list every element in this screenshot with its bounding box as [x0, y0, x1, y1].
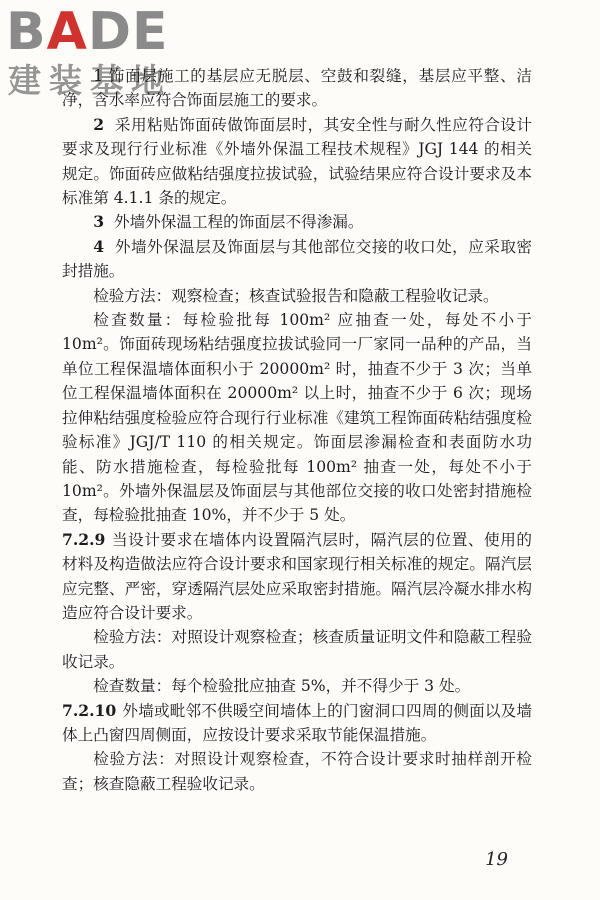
clause-7-2-10-method: 检验方法：对照设计观察检查，不符合设计要求时抽样剖开检查；核查隐蔽工程验收记录。 [62, 750, 532, 793]
clause-7-2-10: 7.2.10 外墙或毗邻不供暖空间墙体上的门窗洞口四周的侧面以及墙体上凸窗四周侧面，应按设计要求采取节能保温措施。 [62, 700, 532, 744]
clause-7-2-9-method: 检验方法：对照设计观察检查；核查质量证明文件和隐蔽工程验收记录。 [62, 628, 532, 671]
page-number: 19 [485, 849, 508, 870]
paragraph-item-2: 2 采用粘贴饰面砖做饰面层时，其安全性与耐久性应符合设计要求及现行行业标准《外墙外保温工程技术规程》JGJ 144 的相关规定。饰面砖应做粘结强度拉拔试验，试验结果应符合设计要求及本标准第 4.1.1 条的规定。 [62, 114, 532, 208]
paragraph-item-1: 1 饰面层施工的基层应无脱层、空鼓和裂缝，基层应平整、洁净，含水率应符合饰面层施工的要求。 [62, 67, 532, 110]
clause-7-2-9-quantity: 检查数量：每个检验批应抽查 5%，并不得少于 3 处。 [93, 677, 471, 696]
paragraph-item-3: 3 外墙外保温工程的饰面层不得渗漏。 [93, 212, 364, 232]
clause-7-2-9: 7.2.9 当设计要求在墙体内设置隔汽层时，隔汽层的位置、使用的材料及构造做法应符合设计要求和国家现行相关标准的规定。隔汽层应完整、严密，穿透隔汽层处应采取密封措施。隔汽层冷凝水排水构造应符合设计要求。 [62, 529, 532, 622]
logo-wordmark: BADE [6, 2, 169, 62]
body-text [62, 64, 532, 796]
inspection-quantity: 检查数量：每检验批每 100m² 应抽查一处，每处不小于 10m²。饰面砖现场粘结强度拉拔试验同一厂家同一品种的产品，当单位工程保温墙体面积小于 20000m² 时，抽查不少于 3 次；当单位工程保温墙体面积在 20000m² 以上时，抽查不少于 6 次；现场拉伸粘结强度检验应符合现行行业标准《建筑工程饰面砖粘结强度检验标准》JGJ/T 110 的相关规定。饰面层渗漏检查和表面防水功能、防水措施检查，每检验批每 100m² 抽查一处，每处不小于 10m²。外墙外保温层及饰面层与其他部位交接的收口处密封措施检查，每检验批抽查 10%，并不少于 5 处。 [62, 311, 532, 525]
logo-subtitle: 建装基地 [8, 61, 172, 100]
paragraph-item-4: 4 外墙外保温层及饰面层与其他部位交接的收口处，应采取密封措施。 [62, 236, 532, 281]
inspection-method: 检验方法：观察检查；核查试验报告和隐蔽工程验收记录。 [93, 286, 499, 305]
